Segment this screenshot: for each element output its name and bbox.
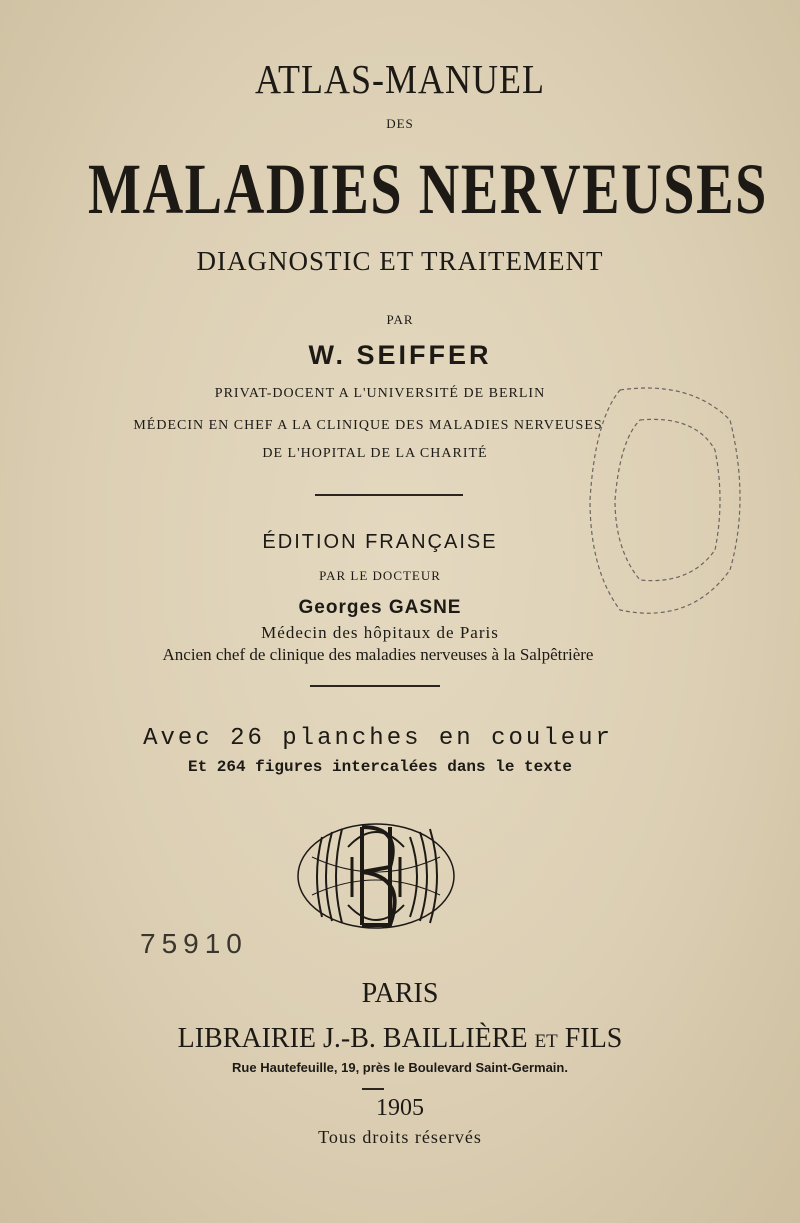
subtitle: DIAGNOSTIC ET TRAITEMENT [196, 246, 604, 276]
rights-notice: Tous droits réservés [318, 1127, 482, 1147]
author-title-3: DE L'HOPITAL DE LA CHARITÉ [262, 446, 488, 461]
publisher-name: LIBRAIRIE J.-B. BAILLIÈRE [177, 1023, 528, 1054]
library-stamp [580, 380, 750, 630]
publisher [0, 1023, 800, 1055]
publisher-et: ET [534, 1031, 558, 1052]
translator-title-2: Ancien chef de clinique des maladies nerveuses à la Salpêtrière [162, 645, 594, 664]
translator-name: Georges GASNE [298, 597, 462, 618]
publisher-monogram-logo [292, 817, 460, 935]
title-des: DES [386, 116, 414, 131]
author-title-1: PRIVAT-DOCENT A L'UNIVERSITÉ DE BERLIN [214, 386, 546, 401]
publisher-address: Rue Hautefeuille, 19, près le Boulevard Saint-Germain. [232, 1060, 568, 1075]
city: PARIS [361, 978, 439, 1009]
divider-1 [315, 494, 463, 496]
publisher-fils: FILS [564, 1023, 623, 1054]
catalog-number: 75910 [140, 928, 248, 959]
by-label: PAR [386, 312, 414, 327]
edition-label: ÉDITION FRANÇAISE [262, 531, 498, 553]
publication-year: 1905 [376, 1095, 424, 1121]
figures-note: Et 264 figures intercalées dans le texte [187, 758, 573, 776]
author-name: W. SEIFFER [308, 340, 492, 370]
translator-by-label: PAR LE DOCTEUR [319, 568, 441, 583]
author-title-2: MÉDECIN EN CHEF A LA CLINIQUE DES MALADIES NERVEUSES [133, 418, 603, 433]
plates-note: Avec 26 planches en couleur [143, 725, 613, 752]
divider-2 [310, 685, 440, 687]
main-title: MALADIES NERVEUSES [88, 149, 768, 229]
divider-3 [362, 1088, 384, 1090]
translator-title-1: Médecin des hôpitaux de Paris [261, 623, 499, 642]
title-line-1: ATLAS-MANUEL [255, 56, 545, 102]
